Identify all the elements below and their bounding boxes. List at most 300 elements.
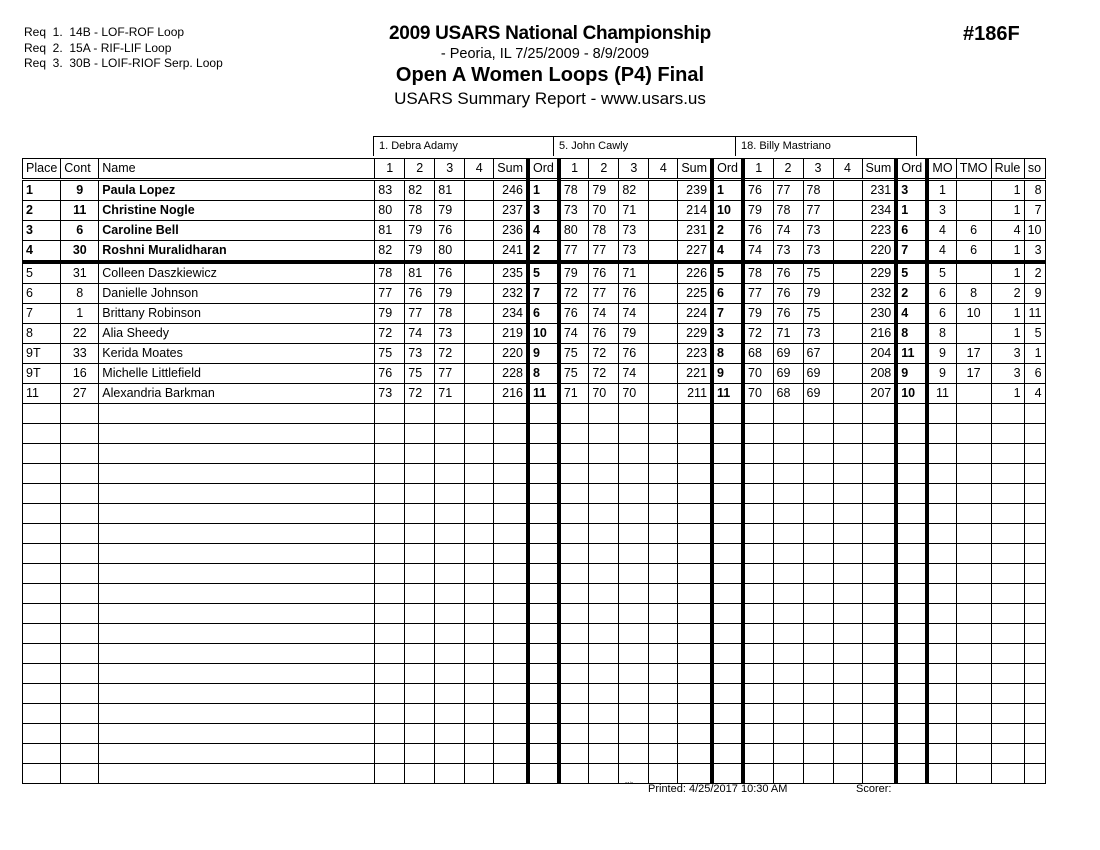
- judge1-score3-cell: 79: [435, 201, 465, 221]
- empty-row: [23, 604, 1046, 624]
- empty-row: [23, 644, 1046, 664]
- empty-cell: [773, 664, 803, 684]
- empty-cell: [435, 544, 465, 564]
- empty-cell: [619, 664, 649, 684]
- empty-cell: [927, 604, 956, 624]
- judge1-sum-cell: 246: [494, 180, 528, 201]
- empty-cell: [896, 664, 927, 684]
- empty-cell: [833, 404, 862, 424]
- col-header-judge3-2: 2: [773, 159, 803, 180]
- table-row: [23, 324, 1046, 344]
- empty-cell: [61, 544, 99, 564]
- judge2-ordinal-cell: 11: [712, 384, 743, 404]
- judge1-ordinal-cell: 1: [528, 180, 559, 201]
- empty-cell: [649, 624, 678, 644]
- empty-cell: [99, 484, 375, 504]
- judge1-ordinal-cell: 5: [528, 262, 559, 284]
- empty-row: [23, 544, 1046, 564]
- empty-cell: [678, 724, 712, 744]
- empty-cell: [465, 664, 494, 684]
- empty-cell: [896, 604, 927, 624]
- judge1-score1-cell: 72: [375, 324, 405, 344]
- empty-cell: [375, 644, 405, 664]
- empty-cell: [773, 604, 803, 624]
- judge1-score3-cell: 71: [435, 384, 465, 404]
- rule-cell: 3: [991, 344, 1024, 364]
- empty-cell: [712, 584, 743, 604]
- empty-cell: [375, 564, 405, 584]
- col-header-judge1-4: 4: [465, 159, 494, 180]
- cont-cell: 6: [61, 221, 99, 241]
- cont-cell: 9: [61, 180, 99, 201]
- cont-cell: 33: [61, 344, 99, 364]
- empty-cell: [405, 764, 435, 784]
- judge1-score4-cell: [465, 221, 494, 241]
- empty-cell: [589, 684, 619, 704]
- location-dates: - Peoria, IL 7/25/2009 - 8/9/2009: [440, 46, 650, 62]
- empty-cell: [1024, 724, 1045, 744]
- empty-cell: [559, 704, 589, 724]
- empty-cell: [99, 504, 375, 524]
- empty-cell: [991, 604, 1024, 624]
- empty-cell: [405, 544, 435, 564]
- judge1-score1-cell: 76: [375, 364, 405, 384]
- empty-row: [23, 424, 1046, 444]
- judge1-score3-cell: 77: [435, 364, 465, 384]
- rule-cell: 2: [991, 284, 1024, 304]
- judge2-score2-cell: 78: [589, 221, 619, 241]
- empty-row: [23, 464, 1046, 484]
- empty-cell: [61, 464, 99, 484]
- judge3-score2-cell: 76: [773, 304, 803, 324]
- place-cell: 7: [23, 304, 61, 324]
- empty-cell: [559, 604, 589, 624]
- place-cell: 9T: [23, 344, 61, 364]
- empty-cell: [833, 764, 862, 784]
- judge1-sum-cell: 232: [494, 284, 528, 304]
- judge3-score1-cell: 70: [743, 384, 773, 404]
- empty-cell: [896, 684, 927, 704]
- empty-cell: [405, 624, 435, 644]
- empty-cell: [862, 404, 896, 424]
- empty-cell: [678, 684, 712, 704]
- empty-cell: [494, 724, 528, 744]
- empty-cell: [862, 464, 896, 484]
- judge2-ordinal-cell: 10: [712, 201, 743, 221]
- empty-cell: [649, 424, 678, 444]
- judge1-sum-cell: 237: [494, 201, 528, 221]
- judge3-score1-cell: 76: [743, 221, 773, 241]
- empty-cell: [649, 544, 678, 564]
- empty-cell: [773, 544, 803, 564]
- so-cell: 10: [1024, 221, 1045, 241]
- empty-cell: [1024, 584, 1045, 604]
- col-header-judge1-3: 3: [435, 159, 465, 180]
- empty-cell: [589, 564, 619, 584]
- judge3-ordinal-cell: 7: [896, 241, 927, 263]
- judge2-score1-cell: 74: [559, 324, 589, 344]
- empty-cell: [494, 624, 528, 644]
- judge1-score3-cell: 73: [435, 324, 465, 344]
- empty-cell: [494, 444, 528, 464]
- judge1-sum-cell: 234: [494, 304, 528, 324]
- judge1-score4-cell: [465, 201, 494, 221]
- empty-cell: [528, 664, 559, 684]
- empty-cell: [678, 444, 712, 464]
- empty-cell: [23, 504, 61, 524]
- empty-row: [23, 664, 1046, 684]
- empty-cell: [589, 404, 619, 424]
- tmo-cell: 6: [956, 221, 991, 241]
- empty-cell: [803, 404, 833, 424]
- empty-cell: [23, 524, 61, 544]
- judge3-score3-cell: 75: [803, 262, 833, 284]
- empty-cell: [61, 404, 99, 424]
- empty-cell: [712, 524, 743, 544]
- empty-cell: [862, 484, 896, 504]
- judge-header-1: 1. Debra Adamy: [373, 136, 554, 156]
- mo-cell: 8: [927, 324, 956, 344]
- empty-cell: [991, 404, 1024, 424]
- empty-cell: [773, 464, 803, 484]
- empty-cell: [559, 644, 589, 664]
- empty-cell: [712, 764, 743, 784]
- empty-cell: [528, 604, 559, 624]
- empty-cell: [619, 624, 649, 644]
- judge2-score3-cell: 76: [619, 284, 649, 304]
- empty-cell: [619, 404, 649, 424]
- judge2-score4-cell: [649, 221, 678, 241]
- rule-cell: 1: [991, 201, 1024, 221]
- rule-cell: 1: [991, 384, 1024, 404]
- mo-cell: 6: [927, 284, 956, 304]
- judge1-ordinal-cell: 4: [528, 221, 559, 241]
- table-row: [23, 262, 1046, 284]
- empty-cell: [649, 504, 678, 524]
- empty-cell: [991, 724, 1024, 744]
- empty-cell: [712, 404, 743, 424]
- empty-cell: [405, 464, 435, 484]
- empty-cell: [773, 764, 803, 784]
- empty-cell: [619, 504, 649, 524]
- empty-cell: [375, 504, 405, 524]
- empty-cell: [405, 424, 435, 444]
- judge2-score3-cell: 76: [619, 344, 649, 364]
- empty-cell: [61, 724, 99, 744]
- judge3-score2-cell: 69: [773, 344, 803, 364]
- empty-cell: [803, 584, 833, 604]
- requirement-1: Req 1. 14B - LOF-ROF Loop: [24, 25, 185, 39]
- empty-cell: [803, 484, 833, 504]
- empty-cell: [773, 504, 803, 524]
- empty-cell: [773, 404, 803, 424]
- judge3-score1-cell: 68: [743, 344, 773, 364]
- empty-cell: [494, 604, 528, 624]
- name-cell: Caroline Bell: [99, 221, 375, 241]
- empty-cell: [927, 484, 956, 504]
- empty-cell: [435, 604, 465, 624]
- empty-cell: [773, 744, 803, 764]
- empty-cell: [833, 584, 862, 604]
- empty-cell: [619, 444, 649, 464]
- empty-cell: [375, 684, 405, 704]
- name-cell: Kerida Moates: [99, 344, 375, 364]
- col-header-judge3-1: 1: [743, 159, 773, 180]
- empty-row: [23, 584, 1046, 604]
- empty-cell: [465, 764, 494, 784]
- empty-cell: [619, 644, 649, 664]
- empty-cell: [465, 684, 494, 704]
- empty-cell: [465, 624, 494, 644]
- cont-cell: 11: [61, 201, 99, 221]
- empty-cell: [956, 724, 991, 744]
- place-cell: 11: [23, 384, 61, 404]
- empty-cell: [465, 404, 494, 424]
- empty-cell: [773, 684, 803, 704]
- empty-cell: [803, 644, 833, 664]
- col-header-judge3-3: 3: [803, 159, 833, 180]
- judge1-score2-cell: 73: [405, 344, 435, 364]
- empty-cell: [862, 704, 896, 724]
- empty-cell: [833, 564, 862, 584]
- empty-cell: [589, 664, 619, 684]
- empty-cell: [494, 464, 528, 484]
- judge2-sum-cell: 221: [678, 364, 712, 384]
- empty-cell: [619, 544, 649, 564]
- empty-cell: [712, 744, 743, 764]
- so-cell: 8: [1024, 180, 1045, 201]
- judge3-score1-cell: 78: [743, 262, 773, 284]
- judge3-score3-cell: 79: [803, 284, 833, 304]
- empty-cell: [773, 424, 803, 444]
- empty-cell: [23, 604, 61, 624]
- judge1-score4-cell: [465, 304, 494, 324]
- judge2-score1-cell: 72: [559, 284, 589, 304]
- empty-cell: [862, 684, 896, 704]
- empty-cell: [465, 744, 494, 764]
- empty-cell: [589, 424, 619, 444]
- empty-cell: [1024, 764, 1045, 784]
- col-header-judge2-2: 2: [589, 159, 619, 180]
- empty-cell: [991, 444, 1024, 464]
- empty-cell: [1024, 484, 1045, 504]
- empty-cell: [678, 584, 712, 604]
- empty-cell: [956, 484, 991, 504]
- judge3-score1-cell: 79: [743, 201, 773, 221]
- empty-row: [23, 404, 1046, 424]
- empty-cell: [61, 684, 99, 704]
- judge2-score4-cell: [649, 284, 678, 304]
- empty-cell: [619, 764, 649, 784]
- empty-cell: [862, 624, 896, 644]
- empty-cell: [896, 644, 927, 664]
- empty-cell: [435, 504, 465, 524]
- empty-cell: [23, 724, 61, 744]
- empty-cell: [743, 644, 773, 664]
- empty-cell: [589, 444, 619, 464]
- empty-cell: [528, 724, 559, 744]
- empty-cell: [991, 564, 1024, 584]
- empty-cell: [589, 764, 619, 784]
- empty-row: [23, 504, 1046, 524]
- empty-cell: [712, 424, 743, 444]
- empty-cell: [956, 664, 991, 684]
- judge1-ordinal-cell: 7: [528, 284, 559, 304]
- col-header-judge3-sum: Sum: [862, 159, 896, 180]
- empty-row: [23, 764, 1046, 784]
- tmo-cell: [956, 180, 991, 201]
- judge2-ordinal-cell: 5: [712, 262, 743, 284]
- rule-cell: 4: [991, 221, 1024, 241]
- empty-cell: [494, 664, 528, 684]
- empty-cell: [678, 404, 712, 424]
- judge3-score1-cell: 70: [743, 364, 773, 384]
- empty-cell: [405, 644, 435, 664]
- so-cell: 3: [1024, 241, 1045, 263]
- empty-cell: [773, 584, 803, 604]
- empty-cell: [896, 504, 927, 524]
- empty-cell: [833, 504, 862, 524]
- empty-cell: [991, 544, 1024, 564]
- empty-cell: [99, 584, 375, 604]
- empty-cell: [833, 724, 862, 744]
- empty-cell: [896, 744, 927, 764]
- empty-cell: [528, 584, 559, 604]
- judge2-ordinal-cell: 9: [712, 364, 743, 384]
- empty-cell: [1024, 704, 1045, 724]
- judge1-sum-cell: 220: [494, 344, 528, 364]
- empty-cell: [678, 484, 712, 504]
- requirement-2: Req 2. 15A - RIF-LIF Loop: [24, 40, 172, 55]
- empty-cell: [559, 484, 589, 504]
- empty-cell: [435, 484, 465, 504]
- empty-cell: [435, 464, 465, 484]
- mo-cell: 3: [927, 201, 956, 221]
- judge2-score3-cell: 73: [619, 221, 649, 241]
- rule-cell: 3: [991, 364, 1024, 384]
- empty-cell: [375, 464, 405, 484]
- tmo-cell: 17: [956, 364, 991, 384]
- empty-cell: [743, 544, 773, 564]
- empty-cell: [99, 644, 375, 664]
- judge1-score3-cell: 79: [435, 284, 465, 304]
- cont-cell: 30: [61, 241, 99, 263]
- judge1-score2-cell: 82: [405, 180, 435, 201]
- judge1-score4-cell: [465, 364, 494, 384]
- empty-cell: [956, 764, 991, 784]
- judge1-score1-cell: 73: [375, 384, 405, 404]
- judge3-score1-cell: 77: [743, 284, 773, 304]
- empty-cell: [956, 704, 991, 724]
- empty-cell: [896, 464, 927, 484]
- judge2-score4-cell: [649, 344, 678, 364]
- judge1-score4-cell: [465, 384, 494, 404]
- empty-cell: [896, 724, 927, 744]
- col-header-judge2-3: 3: [619, 159, 649, 180]
- judge3-ordinal-cell: 4: [896, 304, 927, 324]
- empty-cell: [435, 584, 465, 604]
- empty-cell: [712, 684, 743, 704]
- empty-cell: [465, 704, 494, 724]
- empty-cell: [528, 624, 559, 644]
- place-cell: 4: [23, 241, 61, 263]
- empty-cell: [375, 764, 405, 784]
- judge1-score2-cell: 78: [405, 201, 435, 221]
- empty-cell: [528, 704, 559, 724]
- empty-cell: [896, 584, 927, 604]
- empty-cell: [927, 644, 956, 664]
- judge2-sum-cell: 231: [678, 221, 712, 241]
- empty-cell: [23, 424, 61, 444]
- empty-cell: [435, 684, 465, 704]
- empty-cell: [678, 664, 712, 684]
- empty-cell: [649, 684, 678, 704]
- empty-cell: [927, 584, 956, 604]
- empty-cell: [435, 444, 465, 464]
- empty-cell: [99, 404, 375, 424]
- empty-cell: [743, 764, 773, 784]
- judge3-score4-cell: [833, 262, 862, 284]
- judge3-score3-cell: 73: [803, 221, 833, 241]
- empty-row: [23, 744, 1046, 764]
- col-header-judge1-2: 2: [405, 159, 435, 180]
- empty-cell: [991, 504, 1024, 524]
- cont-cell: 27: [61, 384, 99, 404]
- empty-cell: [773, 644, 803, 664]
- judge2-score2-cell: 77: [589, 284, 619, 304]
- so-cell: 9: [1024, 284, 1045, 304]
- empty-cell: [896, 404, 927, 424]
- judge1-score2-cell: 81: [405, 262, 435, 284]
- judge1-score2-cell: 76: [405, 284, 435, 304]
- empty-cell: [1024, 404, 1045, 424]
- judge2-score2-cell: 76: [589, 324, 619, 344]
- so-cell: 4: [1024, 384, 1045, 404]
- empty-cell: [803, 424, 833, 444]
- empty-cell: [559, 544, 589, 564]
- empty-cell: [23, 624, 61, 644]
- empty-cell: [435, 724, 465, 744]
- empty-cell: [1024, 504, 1045, 524]
- empty-cell: [803, 664, 833, 684]
- judge1-ordinal-cell: 10: [528, 324, 559, 344]
- so-cell: 6: [1024, 364, 1045, 384]
- name-cell: Paula Lopez: [99, 180, 375, 201]
- judge1-ordinal-cell: 8: [528, 364, 559, 384]
- empty-cell: [23, 444, 61, 464]
- empty-cell: [619, 584, 649, 604]
- empty-cell: [991, 624, 1024, 644]
- col-header-cont: Cont: [61, 159, 99, 180]
- empty-cell: [23, 544, 61, 564]
- empty-cell: [61, 424, 99, 444]
- empty-cell: [494, 524, 528, 544]
- empty-row: [23, 484, 1046, 504]
- judge3-score4-cell: [833, 201, 862, 221]
- empty-cell: [23, 404, 61, 424]
- empty-cell: [589, 604, 619, 624]
- empty-cell: [465, 724, 494, 744]
- empty-cell: [619, 744, 649, 764]
- empty-cell: [465, 424, 494, 444]
- empty-cell: [862, 504, 896, 524]
- mo-cell: 1: [927, 180, 956, 201]
- empty-cell: [375, 424, 405, 444]
- empty-cell: [619, 704, 649, 724]
- empty-cell: [99, 524, 375, 544]
- judge2-score4-cell: [649, 201, 678, 221]
- empty-cell: [589, 464, 619, 484]
